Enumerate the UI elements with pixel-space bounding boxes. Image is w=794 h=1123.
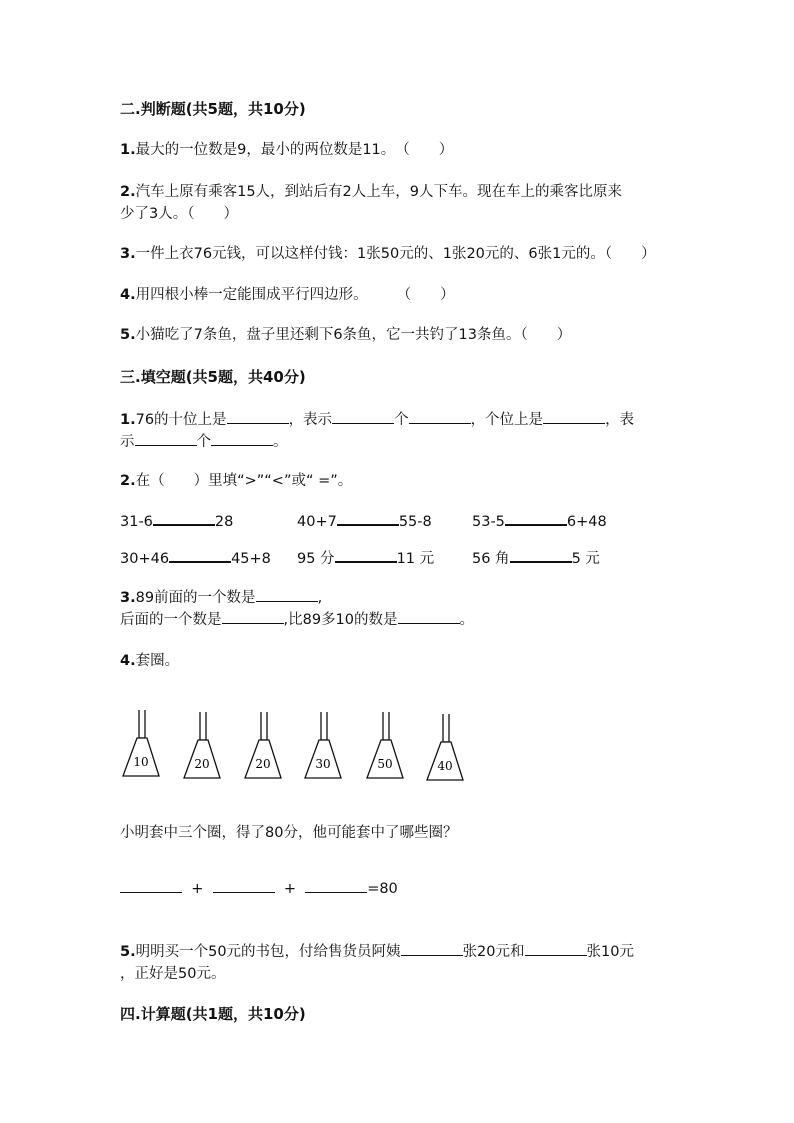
answer-blank[interactable] xyxy=(337,510,399,526)
compare-right: 55-8 xyxy=(398,514,432,530)
compare-item xyxy=(297,510,432,530)
answer-blank[interactable] xyxy=(505,510,567,526)
judge-question-3 xyxy=(120,242,656,263)
ring-toss-cone xyxy=(422,712,470,784)
text: 76的十位上是 xyxy=(135,412,227,428)
question-number: 3. xyxy=(120,246,136,262)
cone-score-label: 30 xyxy=(315,757,331,771)
question-number: 2. xyxy=(120,473,136,489)
compare-right: 5 元 xyxy=(571,551,600,567)
answer-blank[interactable] xyxy=(153,510,215,526)
text: ，个位上是 xyxy=(470,412,544,428)
question-number: 5. xyxy=(120,944,136,960)
fill-question-2 xyxy=(120,469,352,490)
question-text-line-2: 少了3人。（ ） xyxy=(120,206,238,222)
answer-blank[interactable] xyxy=(256,587,318,602)
cone-score-label: 50 xyxy=(377,757,393,771)
cone-score-label: 40 xyxy=(437,759,453,773)
compare-item xyxy=(472,510,607,530)
text: 示 xyxy=(120,434,135,450)
fill-question-5-line-1 xyxy=(120,940,634,961)
question-text: 用四根小棒一定能围成平行四边形。 （ ） xyxy=(135,287,455,303)
section-4-title: 四.计算题(共1题，共10分) xyxy=(120,1005,306,1023)
text: 。 xyxy=(273,434,288,450)
answer-blank[interactable] xyxy=(401,941,463,956)
text: 后面的一个数是 xyxy=(120,612,222,628)
answer-blank[interactable] xyxy=(409,409,471,424)
ring-toss-cone xyxy=(300,710,348,782)
fill-question-5-line-2: ，正好是50元。 xyxy=(120,966,226,982)
compare-left: 30+46 xyxy=(120,551,170,567)
question-text: 套圈。 xyxy=(135,653,180,669)
answer-blank[interactable] xyxy=(332,409,394,424)
fill-question-3-line-2 xyxy=(120,608,474,629)
compare-left: 53-5 xyxy=(472,514,505,530)
answer-blank[interactable] xyxy=(135,431,197,446)
compare-right: 28 xyxy=(214,514,234,530)
fill-question-1-line-2 xyxy=(120,430,288,451)
compare-left: 56 角 xyxy=(472,551,510,567)
question-text: 一件上衣76元钱，可以这样付钱：1张50元的、1张20元的、6张1元的。（ ） xyxy=(135,246,656,262)
fill-question-1-line-1 xyxy=(120,408,634,429)
judge-question-1 xyxy=(120,138,453,159)
text: ，表示 xyxy=(288,412,333,428)
answer-blank[interactable] xyxy=(305,878,367,893)
answer-blank[interactable] xyxy=(510,547,572,563)
text: ,比89多10的数是 xyxy=(283,612,398,628)
section-3-title: 三.填空题(共5题，共40分) xyxy=(120,368,306,386)
ring-toss-cone xyxy=(179,710,227,782)
fill-question-3-line-1 xyxy=(120,586,322,607)
text: 张20元和 xyxy=(462,944,525,960)
answer-blank[interactable] xyxy=(335,547,397,563)
answer-blank[interactable] xyxy=(211,431,273,446)
question-number: 2. xyxy=(120,184,136,200)
question-text-line-1: 汽车上原有乘客15人，到站后有2人上车，9人下车。现在车上的乘客比原来 xyxy=(135,184,623,200)
compare-right: 6+48 xyxy=(566,514,607,530)
judge-question-2 xyxy=(120,180,622,201)
question-number: 3. xyxy=(120,590,136,606)
ring-toss-cone xyxy=(362,710,410,782)
text: , xyxy=(317,590,323,606)
question-number: 4. xyxy=(120,287,136,303)
fill-question-4 xyxy=(120,649,179,670)
answer-blank[interactable] xyxy=(543,409,605,424)
ring-toss-question: 小明套中三个圈，得了80分，他可能套中了哪些圈？ xyxy=(120,825,458,841)
question-text: 最大的一位数是9，最小的两位数是11。 （ ） xyxy=(135,142,454,158)
question-number: 4. xyxy=(120,653,136,669)
text: 明明买一个50元的书包，付给售货员阿姨 xyxy=(135,944,401,960)
plus-sign: + xyxy=(283,881,296,897)
answer-blank[interactable] xyxy=(213,878,275,893)
equals-result: =80 xyxy=(367,881,398,897)
compare-item xyxy=(120,547,271,567)
answer-blank[interactable] xyxy=(525,941,587,956)
compare-right: 45+8 xyxy=(231,551,271,567)
compare-item xyxy=(472,547,600,568)
cone-score-label: 20 xyxy=(255,757,271,771)
section-2-title: 二.判断题(共5题，共10分) xyxy=(120,100,306,118)
cone-score-label: 20 xyxy=(194,757,210,771)
compare-item xyxy=(297,547,434,568)
answer-blank[interactable] xyxy=(222,609,284,624)
text: ，表 xyxy=(605,412,635,428)
cone-score-label: 10 xyxy=(133,755,149,769)
plus-sign: + xyxy=(191,881,204,897)
ring-toss-cone xyxy=(118,708,166,780)
compare-left: 31-6 xyxy=(120,514,153,530)
answer-blank[interactable] xyxy=(120,878,182,893)
text: 张10元 xyxy=(586,944,634,960)
judge-question-5 xyxy=(120,323,571,344)
text: 。 xyxy=(459,612,475,628)
question-number: 1. xyxy=(120,412,136,428)
judge-question-4 xyxy=(120,283,455,304)
compare-left: 40+7 xyxy=(297,514,337,530)
text: 个 xyxy=(394,412,409,428)
question-number: 5. xyxy=(120,327,136,343)
text: 89前面的一个数是 xyxy=(135,590,256,606)
text: 个 xyxy=(196,434,211,450)
answer-blank[interactable] xyxy=(169,547,231,563)
question-number: 1. xyxy=(120,142,136,158)
compare-left: 95 分 xyxy=(297,551,335,567)
compare-right: 11 元 xyxy=(396,551,435,567)
compare-item xyxy=(120,510,233,530)
question-text: 小猫吃了7条鱼，盘子里还剩下6条鱼，它一共钓了13条鱼。（ ） xyxy=(135,327,572,343)
answer-blank[interactable] xyxy=(398,609,460,624)
ring-toss-cone xyxy=(240,710,288,782)
answer-blank[interactable] xyxy=(227,409,289,424)
ring-toss-answer-line xyxy=(120,878,398,897)
question-text: 在（ ）里填“>”“<”或“ =”。 xyxy=(135,473,353,489)
